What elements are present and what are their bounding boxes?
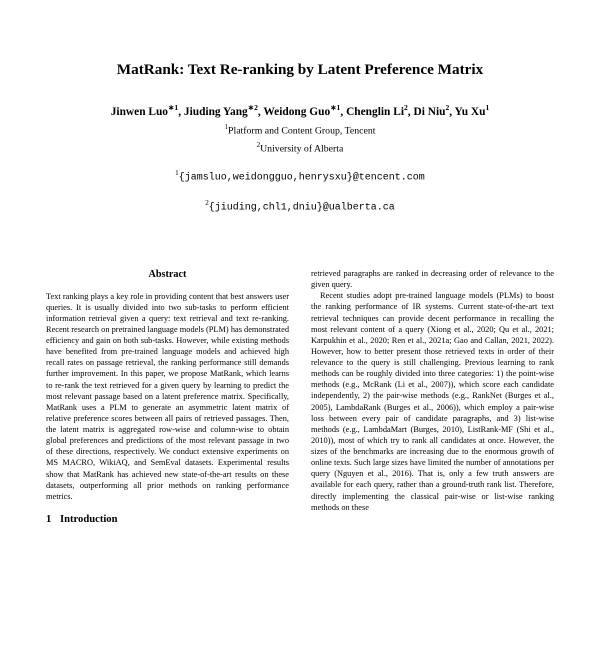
email-line <box>40 168 560 186</box>
author-affiliation-marker: 2 <box>403 102 408 112</box>
section-title: Introduction <box>60 513 118 525</box>
section-heading-introduction <box>46 513 289 527</box>
email-affiliation-marker: 1 <box>175 169 179 178</box>
email-affiliation-marker: 2 <box>205 199 209 208</box>
author: Di Niu$^2$ <box>413 102 450 118</box>
abstract-heading: Abstract <box>148 269 187 280</box>
author-affiliation-marker: ∗1 <box>330 102 341 112</box>
author: Jiuding Yang$^{∗2}$ <box>183 102 258 118</box>
affiliation-marker: 2 <box>256 141 261 150</box>
author: Yu Xu$^1$ <box>454 102 490 118</box>
paragraph: retrieved paragraphs are ranked in decreasing order of relevance to the given query. <box>311 269 554 290</box>
affiliation-line: $^1$Platform and Content Group, Tencent <box>224 123 376 137</box>
author-list: Jinwen Luo$^{∗1}$, Jiuding Yang$^{∗2}$, Weidong Guo$^{∗1}$, Chenglin Li$^2$, Di Niu$^2$, Yu Xu$^1$ <box>110 102 490 118</box>
section-number: 1 <box>46 513 52 525</box>
page-title: MatRank: Text Re-ranking by Latent Preference Matrix <box>116 61 484 78</box>
abstract-text: Text ranking plays a key role in providing content that best answers user queries. It is usually divided into two sub-tasks to perform efficient information retrieval given a query: text retrieval and text re-ranking. Recent research on pretrained language models (PLM) has demonstrated efficiency and gain on both sub-tasks. However, while existing methods have benefited from pre-trained language models and achieved high recall rates on passage retrieval, the ranking performance still demands further improvement. In this paper, we propose MatRank, which learns to re-rank the text retrieved for a given query by learning to predict the most relevant passage based on a latent preference matrix. Specifically, MatRank uses a PLM to generate an asymmetric latent matrix of relative preference scores between all pairs of retrieved passages. Then, the latent matrix is aggregated row-wise and column-wise to obtain global preferences and predictions of the most relevant passage in two of these directions, respectively. We conduct extensive experiments on MS MACRO, WikiAQ, and SemEval datasets. Experimental results show that MatRank has achieved new state-of-the-art results on these datasets, outperforming all prior methods on ranking performance metrics. <box>46 291 289 501</box>
author-affiliation-marker: 1 <box>485 102 490 112</box>
affiliation-line: $^2$University of Alberta <box>256 141 344 155</box>
author-affiliation-marker: ∗1 <box>168 102 179 112</box>
left-column <box>46 268 289 660</box>
right-column <box>311 268 554 660</box>
author: Weidong Guo$^{∗1}$ <box>263 102 341 118</box>
author: Jinwen Luo$^{∗1}$ <box>110 102 179 118</box>
email-line <box>40 198 560 216</box>
body-columns <box>46 268 554 660</box>
affiliation-marker: 1 <box>224 123 229 132</box>
author-affiliation-marker: ∗2 <box>247 102 258 112</box>
paper-page <box>0 60 600 660</box>
author-affiliation-marker: 2 <box>445 102 450 112</box>
email-address: {jiuding,chl1,dniu}@ualberta.ca <box>208 202 395 214</box>
author: Chenglin Li$^2$ <box>346 102 408 118</box>
paragraph: Recent studies adopt pre-trained language models (PLMs) to boost the ranking performance of IR systems. Current state-of-the-art text retrieval techniques can provide decent performance in recalling the most relevant content of a query (Xiong et al., 2020; Qu et al., 2021; Karpukhin et al., 2020; Ren et al., 2021a; Gao and Callan, 2021, 2022). However, how to better present those retrieved texts in order of their relevance to the query is still challenging. Previous learning to rank methods can be roughly divided into three categories: 1) the point-wise methods (e.g., McRank (Li et al., 2007)), which score each candidate independently, 2) the pair-wise methods (e.g., RankNet (Burges et al., 2005), LambdaRank (Burges et al., 2006)), which employ a pair-wise loss between every pair of candidate paragraphs, and 3) list-wise methods (e.g., LambdaMart (Burges, 2010), ListRank-MF (Shi et al., 2010)), most of which try to rank all candidates at once. However, the sizes of the benchmarks are increasing due to the enormous growth of online texts. Such large sizes have limited the number of annotations per query (Nguyen et al., 2016). That is, only a few truth answers are available for each query, rather than a ground-truth rank list. Therefore, directly implementing the classical pair-wise or list-wise ranking methods on these <box>311 291 554 512</box>
email-address: {jamsluo,weidongguo,henrysxu}@tencent.com <box>178 172 425 184</box>
